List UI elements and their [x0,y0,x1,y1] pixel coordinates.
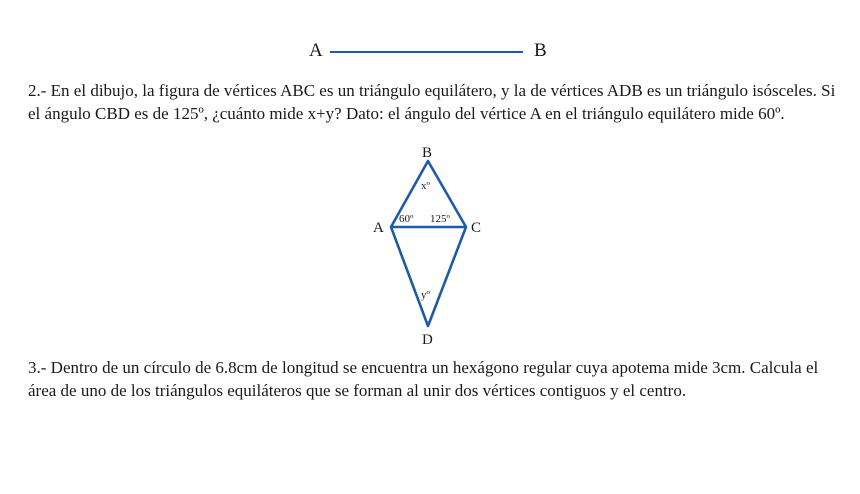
kite-figure [360,140,500,350]
segment-line [330,51,523,53]
angle-60-label: 60º [399,213,414,225]
problem-3-text: 3.- Dentro de un círculo de 6.8cm de longitud se encuentra un hexágono regular cuya apotema mide 3cm. Calcula el área de uno de los triángulos equiláteros que se forman al unir dos vértices contiguos y el centro. [28,358,819,400]
vertex-c-label: C [471,220,482,236]
segment-label-a: A [309,40,323,61]
kite-diagram [360,140,500,350]
segment-label-b: B [534,40,547,61]
segment-ab [0,38,860,66]
vertex-d-label: D [422,332,433,348]
vertex-b-label: B [422,145,433,161]
angle-x-label: xº [421,180,430,192]
angle-125-label: 125º [430,213,450,225]
problem-2-text: 2.- En el dibujo, la figura de vértices ABC es un triángulo equilátero, y la de vértices ADB es un triángulo isósceles. Si el ángulo CBD es de 125º, ¿cuánto mide x+y? Dato: el ángulo del vértice A en el triángulo equilátero mide 60º. [28,81,836,123]
angle-y-label: yº [421,289,430,301]
vertex-a-label: A [373,220,384,236]
